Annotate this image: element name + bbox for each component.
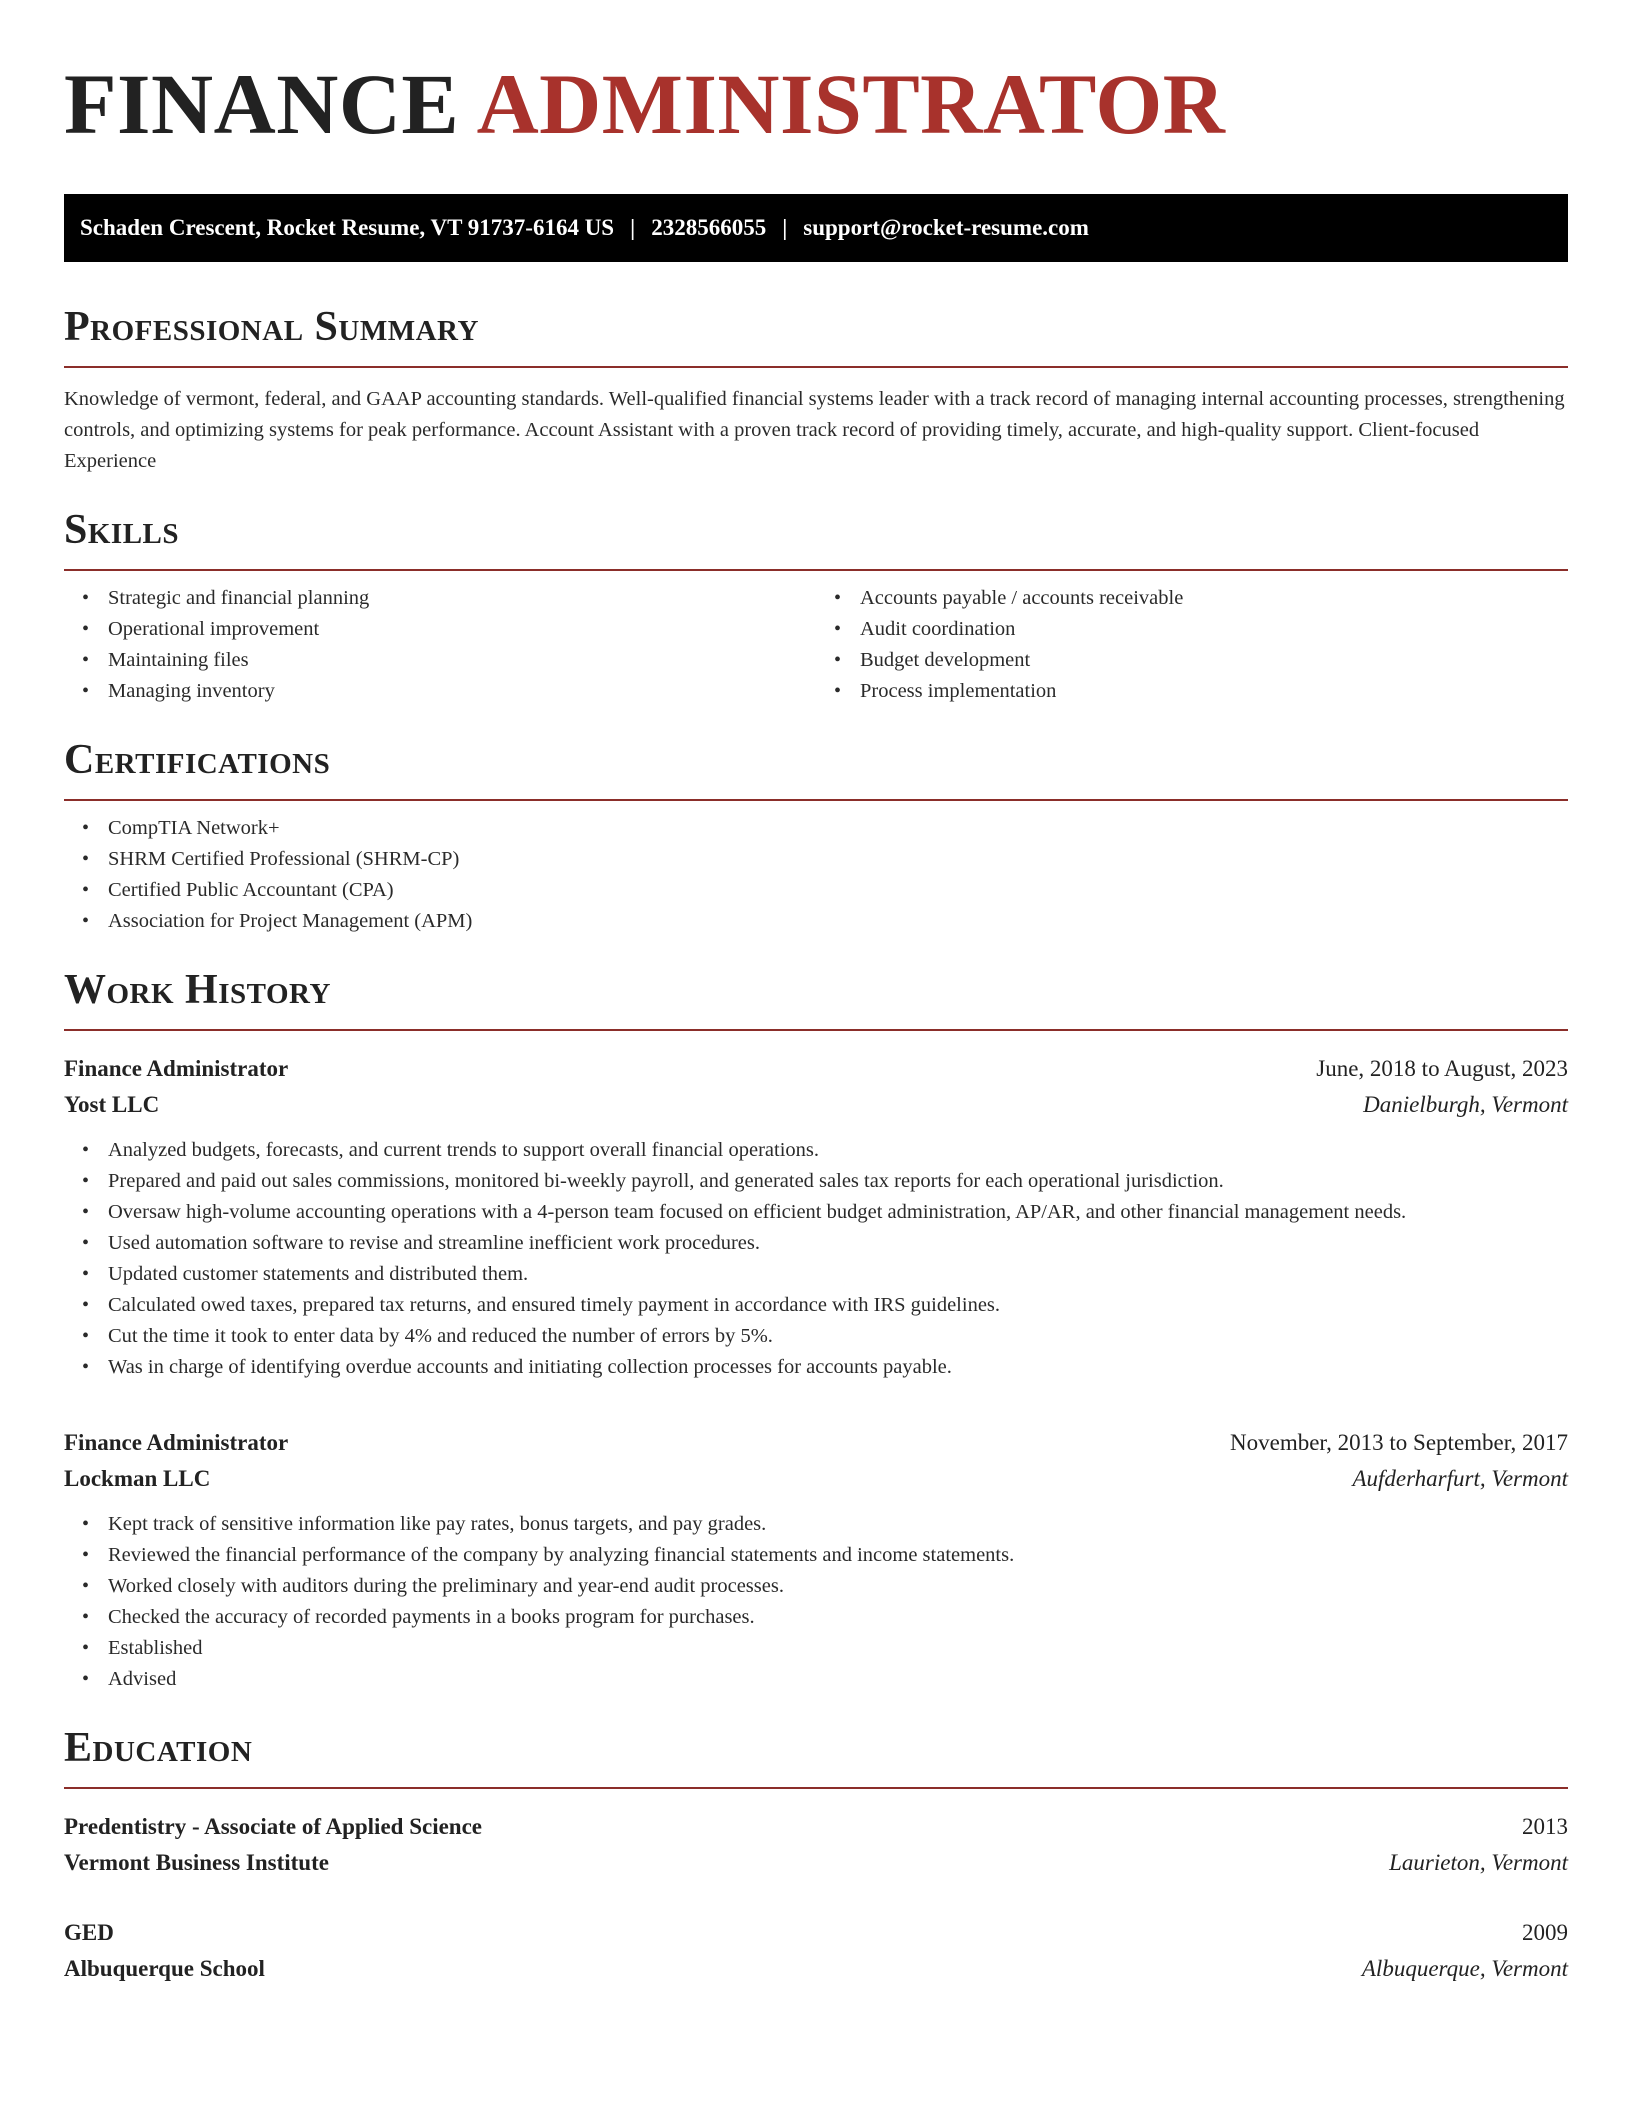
education-entry [64, 1809, 1568, 1881]
summary-section [64, 302, 1568, 477]
job-bullet: • Advised [108, 1664, 1568, 1695]
skills-list-left [64, 583, 816, 707]
title-first-word: FINANCE [64, 56, 460, 152]
education-school-row [64, 1845, 1568, 1881]
job-bullet: • Established [108, 1633, 1568, 1664]
job-dates: June, 2018 to August, 2023 [1316, 1056, 1568, 1081]
education-school-row [64, 1951, 1568, 1987]
skill-item: • Maintaining files [108, 645, 816, 676]
education-year: 2013 [1522, 1814, 1568, 1839]
job-bullets [64, 1509, 1568, 1695]
job-bullet: • Updated customer statements and distributed them. [108, 1259, 1568, 1290]
job-bullet: • Worked closely with auditors during the preliminary and year-end audit processes. [108, 1571, 1568, 1602]
job-bullet: • Was in charge of identifying overdue accounts and initiating collection processes for accounts payable. [108, 1352, 1568, 1383]
job-entry [64, 1051, 1568, 1383]
skills-section [64, 505, 1568, 707]
job-bullet: • Analyzed budgets, forecasts, and current trends to support overall financial operations. [108, 1135, 1568, 1166]
education-location: Laurieton, Vermont [1389, 1850, 1568, 1875]
education-entry [64, 1915, 1568, 1987]
certifications-section [64, 735, 1568, 937]
job-location: Aufderharfurt, Vermont [1352, 1466, 1568, 1491]
job-bullet: • Prepared and paid out sales commissions, monitored bi-weekly payroll, and generated sales tax reports for each operational jurisdiction. [108, 1166, 1568, 1197]
contact-separator: | [630, 215, 636, 240]
certification-item: • Association for Project Management (APM) [108, 906, 1568, 937]
skill-item: • Operational improvement [108, 614, 816, 645]
job-employer-row [64, 1087, 1568, 1123]
job-bullet: • Used automation software to revise and streamline inefficient work procedures. [108, 1228, 1568, 1259]
skill-item: • Budget development [860, 645, 1568, 676]
certification-item: • SHRM Certified Professional (SHRM-CP) [108, 844, 1568, 875]
job-bullet: • Calculated owed taxes, prepared tax returns, and ensured timely payment in accordance with IRS guidelines. [108, 1290, 1568, 1321]
certifications-heading: Certifications [64, 735, 1568, 801]
skills-grid [64, 583, 1568, 707]
job-title: Finance Administrator [64, 1430, 289, 1455]
summary-text: Knowledge of vermont, federal, and GAAP accounting standards. Well-qualified financial systems leader with a track record of managing internal accounting processes, strengthening controls, and optimizing systems for peak performance. Account Assistant with a proven track record of providing timely, accurate, and high-quality support. Client-focused Experience [64, 388, 1565, 472]
certification-item: • Certified Public Accountant (CPA) [108, 875, 1568, 906]
education-year: 2009 [1522, 1920, 1568, 1945]
resume-title [64, 58, 1568, 150]
contact-separator: | [782, 215, 788, 240]
job-bullet: • Oversaw high-volume accounting operations with a 4-person team focused on efficient budget administration, AP/AR, and other financial management needs. [108, 1197, 1568, 1228]
certifications-list [64, 813, 1568, 937]
job-employer-row [64, 1461, 1568, 1497]
education-heading: Education [64, 1723, 1568, 1789]
certification-item: • CompTIA Network+ [108, 813, 1568, 844]
work-history-heading: Work History [64, 965, 1568, 1031]
education-degree: Predentistry - Associate of Applied Science [64, 1814, 482, 1839]
contact-bar [64, 194, 1568, 262]
job-bullet: • Checked the accuracy of recorded payments in a books program for purchases. [108, 1602, 1568, 1633]
education-school: Vermont Business Institute [64, 1850, 329, 1875]
contact-address: Schaden Crescent, Rocket Resume, VT 91737-6164 US [80, 215, 615, 240]
work-history-section [64, 965, 1568, 1695]
job-employer: Yost LLC [64, 1092, 160, 1117]
skill-item: • Accounts payable / accounts receivable [860, 583, 1568, 614]
contact-phone: 2328566055 [651, 215, 767, 240]
education-school: Albuquerque School [64, 1956, 265, 1981]
job-bullets [64, 1135, 1568, 1383]
job-bullet: • Kept track of sensitive information like pay rates, bonus targets, and pay grades. [108, 1509, 1568, 1540]
education-location: Albuquerque, Vermont [1361, 1956, 1568, 1981]
job-employer: Lockman LLC [64, 1466, 211, 1491]
job-title: Finance Administrator [64, 1056, 289, 1081]
skill-item: • Managing inventory [108, 676, 816, 707]
skills-heading: Skills [64, 505, 1568, 571]
skills-list-right [816, 583, 1568, 707]
education-degree: GED [64, 1920, 114, 1945]
job-bullet: • Reviewed the financial performance of the company by analyzing financial statements and income statements. [108, 1540, 1568, 1571]
contact-email: support@rocket-resume.com [803, 215, 1089, 240]
skill-item: • Process implementation [860, 676, 1568, 707]
job-dates: November, 2013 to September, 2017 [1230, 1430, 1568, 1455]
job-header-row [64, 1425, 1568, 1461]
title-second-word: ADMINISTRATOR [476, 56, 1226, 152]
summary-heading: Professional Summary [64, 302, 1568, 368]
job-header-row [64, 1051, 1568, 1087]
skill-item: • Audit coordination [860, 614, 1568, 645]
education-degree-row [64, 1809, 1568, 1845]
job-bullet: • Cut the time it took to enter data by 4% and reduced the number of errors by 5%. [108, 1321, 1568, 1352]
job-entry [64, 1425, 1568, 1695]
job-location: Danielburgh, Vermont [1363, 1092, 1568, 1117]
education-degree-row [64, 1915, 1568, 1951]
education-section [64, 1723, 1568, 1987]
skill-item: • Strategic and financial planning [108, 583, 816, 614]
